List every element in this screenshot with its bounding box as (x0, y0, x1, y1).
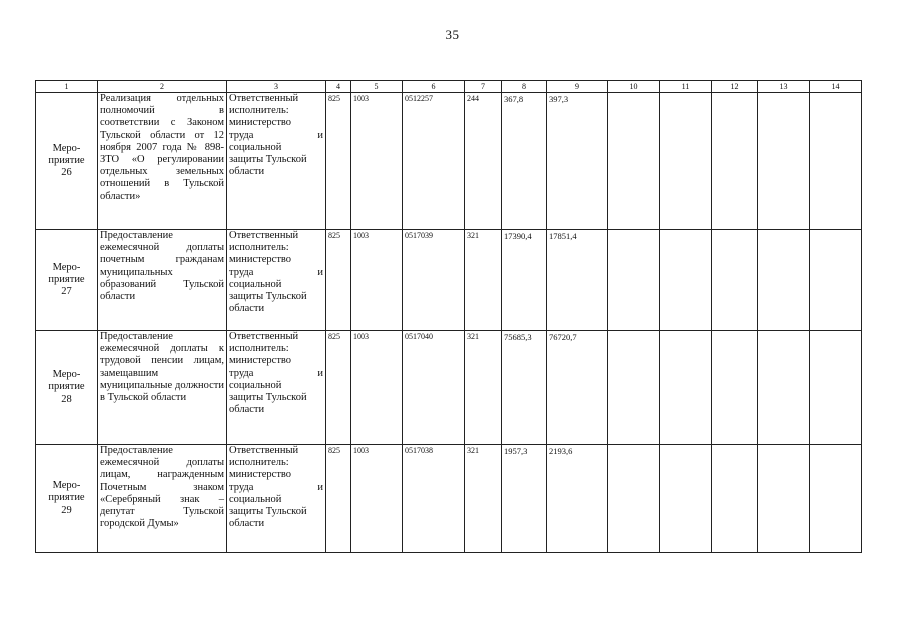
responsible-executor (227, 445, 326, 553)
empty-cell-col-14 (810, 93, 862, 230)
amount-col-8: 367,8 (502, 93, 547, 230)
responsible-executor (227, 331, 326, 445)
table-body (36, 93, 862, 553)
executor-line: Ответственный (229, 230, 299, 241)
amount-col-8: 1957,3 (502, 445, 547, 553)
expense-type-code: 321 (465, 230, 502, 331)
amount-col-9: 17851,4 (547, 230, 608, 331)
executor-line: Ответственный (229, 93, 299, 104)
section-code: 1003 (351, 445, 403, 553)
admin-code: 825 (326, 230, 351, 331)
measure-label (36, 445, 98, 553)
target-code: 0512257 (403, 93, 465, 230)
responsible-executor (227, 230, 326, 331)
executor-line: министерство (229, 355, 292, 367)
executor-word: труда (229, 367, 254, 379)
executor-line: исполнитель: (229, 343, 289, 355)
table-row (36, 445, 862, 553)
column-header: 7 (465, 81, 502, 93)
empty-cell-col-11 (660, 230, 712, 331)
measure-label (36, 230, 98, 331)
amount-col-8: 75685,3 (502, 331, 547, 445)
empty-cell-col-13 (758, 230, 810, 331)
executor-line-justified (229, 130, 323, 142)
empty-cell-col-12 (712, 230, 758, 331)
executor-line-justified (229, 368, 323, 380)
column-header: 9 (547, 81, 608, 93)
executor-line: социальной (229, 379, 282, 391)
executor-line: области (229, 166, 265, 178)
executor-word: и (317, 129, 323, 141)
empty-cell-col-13 (758, 445, 810, 553)
executor-line: министерство (229, 469, 292, 481)
section-code: 1003 (351, 331, 403, 445)
column-header: 2 (98, 81, 227, 93)
empty-cell-col-14 (810, 331, 862, 445)
executor-line: Ответственный (229, 331, 299, 342)
column-header: 11 (660, 81, 712, 93)
program-table (35, 80, 862, 553)
measure-label-line: Меро- (52, 369, 81, 381)
column-header: 6 (403, 81, 465, 93)
empty-cell-col-11 (660, 93, 712, 230)
executor-line: министерство (229, 254, 292, 266)
column-header: 3 (227, 81, 326, 93)
executor-line: защиты Тульской (229, 291, 307, 303)
table-row (36, 230, 862, 331)
expense-type-code: 321 (465, 331, 502, 445)
executor-word: и (317, 367, 323, 379)
measure-label-line: приятие (48, 492, 85, 504)
empty-cell-col-10 (608, 93, 660, 230)
column-header: 5 (351, 81, 403, 93)
executor-line: области (229, 404, 265, 416)
measure-label-line: приятие (48, 154, 85, 166)
amount-col-9: 2193,6 (547, 445, 608, 553)
empty-cell-col-11 (660, 331, 712, 445)
amount-col-9: 397,3 (547, 93, 608, 230)
measure-label-line: 27 (61, 286, 72, 298)
column-number-row (36, 81, 862, 93)
measure-description: Предоставление ежемесячной доплаты к трудовой пенсии лицам, замещавшим муниципальные должности в Тульской области (98, 331, 227, 445)
amount-col-9: 76720,7 (547, 331, 608, 445)
executor-line: исполнитель: (229, 457, 289, 469)
column-header: 8 (502, 81, 547, 93)
executor-line: области (229, 518, 265, 530)
empty-cell-col-11 (660, 445, 712, 553)
measure-label-line: приятие (48, 273, 85, 285)
executor-word: и (317, 481, 323, 493)
page-number: 35 (445, 27, 460, 42)
target-code: 0517039 (403, 230, 465, 331)
measure-label-line: 26 (61, 167, 72, 179)
measure-label (36, 93, 98, 230)
admin-code: 825 (326, 93, 351, 230)
empty-cell-col-14 (810, 230, 862, 331)
expense-type-code: 321 (465, 445, 502, 553)
measure-description: Предоставление ежемесячной доплаты лицам, награжденным Почетным знаком «Серебряный знак – депутат Тульской городской Думы» (98, 445, 227, 553)
measure-label-line: Меро- (52, 480, 81, 492)
column-header: 12 (712, 81, 758, 93)
empty-cell-col-13 (758, 93, 810, 230)
measure-label (36, 331, 98, 445)
measure-description: Реализация отдельных полномочий в соответствии с Законом Тульской области от 12 ноября 2007 года № 898-ЗТО «О регулировании отдельных земельных отношений в Тульской области» (98, 93, 227, 230)
column-header: 4 (326, 81, 351, 93)
section-code: 1003 (351, 230, 403, 331)
measure-label-line: 29 (61, 504, 72, 516)
executor-line: области (229, 303, 265, 315)
section-code: 1003 (351, 93, 403, 230)
executor-line: социальной (229, 278, 282, 290)
executor-word: труда (229, 129, 254, 141)
executor-line-justified (229, 267, 323, 279)
empty-cell-col-10 (608, 331, 660, 445)
empty-cell-col-10 (608, 230, 660, 331)
executor-line-justified (229, 482, 323, 494)
column-header: 1 (36, 81, 98, 93)
executor-line: защиты Тульской (229, 392, 307, 404)
executor-line: министерство (229, 117, 292, 129)
column-header: 13 (758, 81, 810, 93)
executor-line: социальной (229, 141, 282, 153)
admin-code: 825 (326, 445, 351, 553)
amount-col-8: 17390,4 (502, 230, 547, 331)
empty-cell-col-14 (810, 445, 862, 553)
table-row (36, 331, 862, 445)
table-row (36, 93, 862, 230)
executor-line: защиты Тульской (229, 154, 307, 166)
empty-cell-col-10 (608, 445, 660, 553)
executor-word: труда (229, 481, 254, 493)
executor-word: и (317, 266, 323, 278)
measure-label-line: Меро- (52, 261, 81, 273)
measure-label-line: Меро- (52, 142, 81, 154)
admin-code: 825 (326, 331, 351, 445)
executor-line: защиты Тульской (229, 506, 307, 518)
executor-line: Ответственный (229, 445, 299, 456)
measure-description: Предоставление ежемесячной доплаты почетным гражданам муниципальных образований Тульской области (98, 230, 227, 331)
measure-label-line: приятие (48, 381, 85, 393)
empty-cell-col-12 (712, 445, 758, 553)
column-header: 14 (810, 81, 862, 93)
target-code: 0517038 (403, 445, 465, 553)
executor-line: исполнитель: (229, 242, 289, 254)
empty-cell-col-12 (712, 93, 758, 230)
executor-word: труда (229, 266, 254, 278)
measure-label-line: 28 (61, 393, 72, 405)
executor-line: социальной (229, 493, 282, 505)
expense-type-code: 244 (465, 93, 502, 230)
executor-line: исполнитель: (229, 105, 289, 117)
column-header: 10 (608, 81, 660, 93)
empty-cell-col-12 (712, 331, 758, 445)
responsible-executor (227, 93, 326, 230)
target-code: 0517040 (403, 331, 465, 445)
empty-cell-col-13 (758, 331, 810, 445)
